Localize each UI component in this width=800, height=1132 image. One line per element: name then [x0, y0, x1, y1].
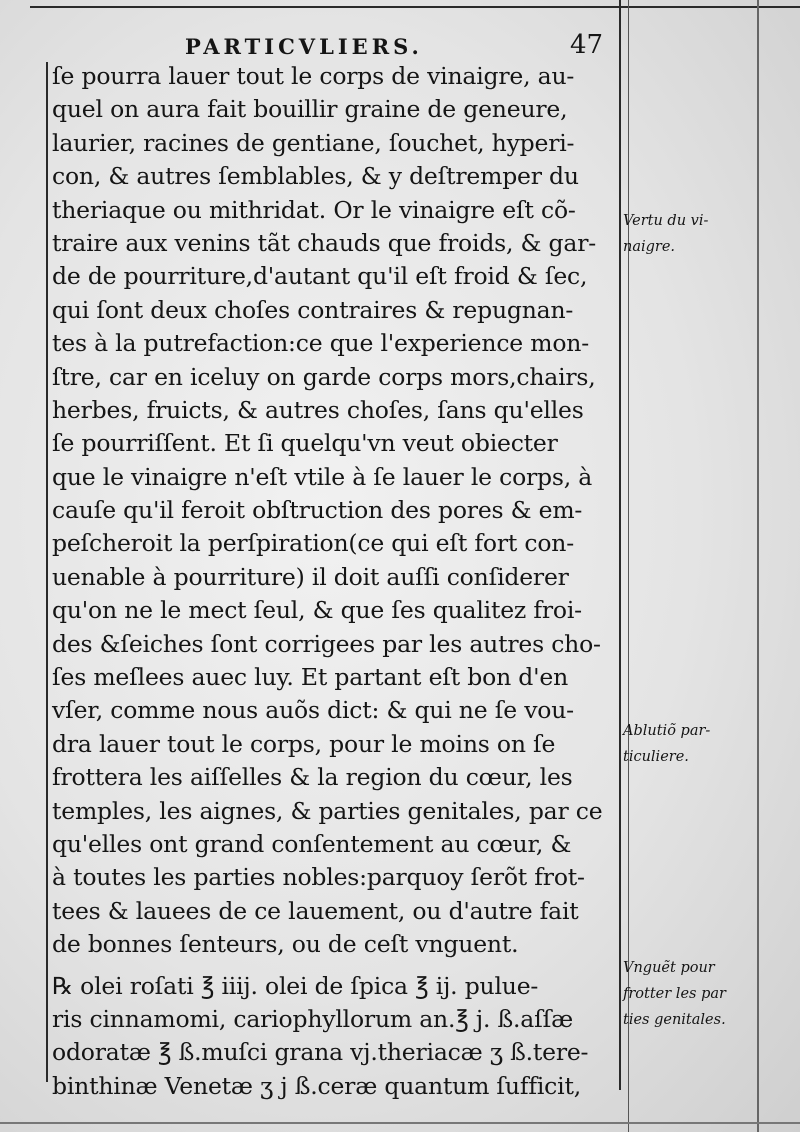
margin-note-line: Vertu du vi-	[623, 213, 709, 229]
text-line: que le vinaigre n'eſt vtile à ſe lauer le corps, à	[52, 462, 593, 491]
text-column-right-rule	[619, 0, 621, 1090]
text-line: herbes, fruicts, & autres choſes, ſans qu'elles	[52, 395, 584, 424]
left-rule	[46, 62, 48, 1082]
text-line: quel on aura fait bouillir graine de geneure,	[52, 95, 568, 124]
text-line: de de pourriture,d'autant qu'il eſt froid & ſec,	[52, 262, 588, 291]
recipe-line: binthinæ Venetæ ʒ j ß.ceræ quantum ſufficit,	[52, 1071, 581, 1100]
text-line: cauſe qu'il feroit obſtruction des pores & em-	[52, 496, 583, 525]
text-line: uenable à pourriture) il doit auſſi conſiderer	[52, 562, 569, 591]
text-line: peſcheroit la perſpiration(ce qui eſt fort con-	[52, 529, 574, 558]
text-line: con, & autres ſemblables, & y deſtremper du	[52, 162, 579, 191]
page-number: 47	[570, 30, 604, 60]
text-line: theriaque ou mithridat. Or le vinaigre eſt cõ-	[52, 195, 576, 224]
margin-note-line: ticuliere.	[623, 749, 689, 765]
main-text-column	[52, 60, 618, 1103]
text-line: laurier, racines de gentiane, ſouchet, hyperi-	[52, 128, 575, 157]
text-line: frottera les aiſſelles & la region du cœur, les	[52, 763, 573, 792]
recipe-line: odoratæ ℥ ß.muſci grana vj.theriacæ ʒ ß.tere-	[52, 1038, 589, 1067]
margin-note-line: Vnguẽt pour	[623, 960, 715, 976]
paragraph-gap	[52, 962, 618, 970]
text-line: qu'elles ont grand conſentement au cœur, &	[52, 829, 572, 858]
text-line: qu'on ne le mect ſeul, & que ſes qualitez froi-	[52, 596, 582, 625]
bottom-edge	[0, 1122, 800, 1124]
margin-note-line: frotter les par	[623, 986, 726, 1002]
top-rule	[30, 6, 800, 8]
margin-note-line: naigre.	[623, 239, 676, 255]
text-line: ſe pourra lauer tout le corps de vinaigre, au-	[52, 62, 575, 90]
text-line: à toutes les parties nobles:parquoy ſerõt frot-	[52, 863, 585, 892]
text-line: des &ſeiches ſont corrigees par les autres cho-	[52, 629, 601, 658]
running-head: PARTICVLIERS.	[185, 34, 423, 59]
text-line: tes à la putrefaction:ce que l'experience mon-	[52, 329, 589, 358]
margin-note-line: ties genitales.	[623, 1012, 726, 1028]
text-line: dra lauer tout le corps, pour le moins on ſe	[52, 729, 556, 758]
text-line: temples, les aignes, & parties genitales, par ce	[52, 796, 603, 825]
recipe-line: ris cinnamomi, cariophyllorum an.℥ j. ß.aſſæ	[52, 1004, 573, 1033]
margin-note-ablution	[623, 718, 763, 770]
text-line: ſe pourriſſent. Et ſi quelqu'vn veut obiecter	[52, 429, 558, 458]
text-line: de bonnes ſenteurs, ou de ceſt vnguent.	[52, 930, 519, 959]
text-line: traire aux venins tãt chauds que froids, & gar-	[52, 228, 596, 257]
margin-note-line: Ablutiõ par-	[623, 723, 711, 739]
margin-note-ointment	[623, 955, 763, 1033]
text-line: ſes meſlees auec luy. Et partant eſt bon d'en	[52, 663, 569, 692]
margin-note-vinegar	[623, 208, 763, 260]
text-line: vſer, comme nous auõs dict: & qui ne ſe vou-	[52, 696, 574, 725]
text-line: ſtre, car en iceluy on garde corps mors,chairs,	[52, 362, 596, 391]
text-line: qui ſont deux choſes contraires & repugnan-	[52, 295, 574, 324]
recipe-line: ℞ olei roſati ℥ iiij. olei de ſpica ℥ ij. pulue-	[52, 971, 539, 1000]
text-line: tees & lauees de ce lauement, ou d'autre fait	[52, 896, 579, 925]
